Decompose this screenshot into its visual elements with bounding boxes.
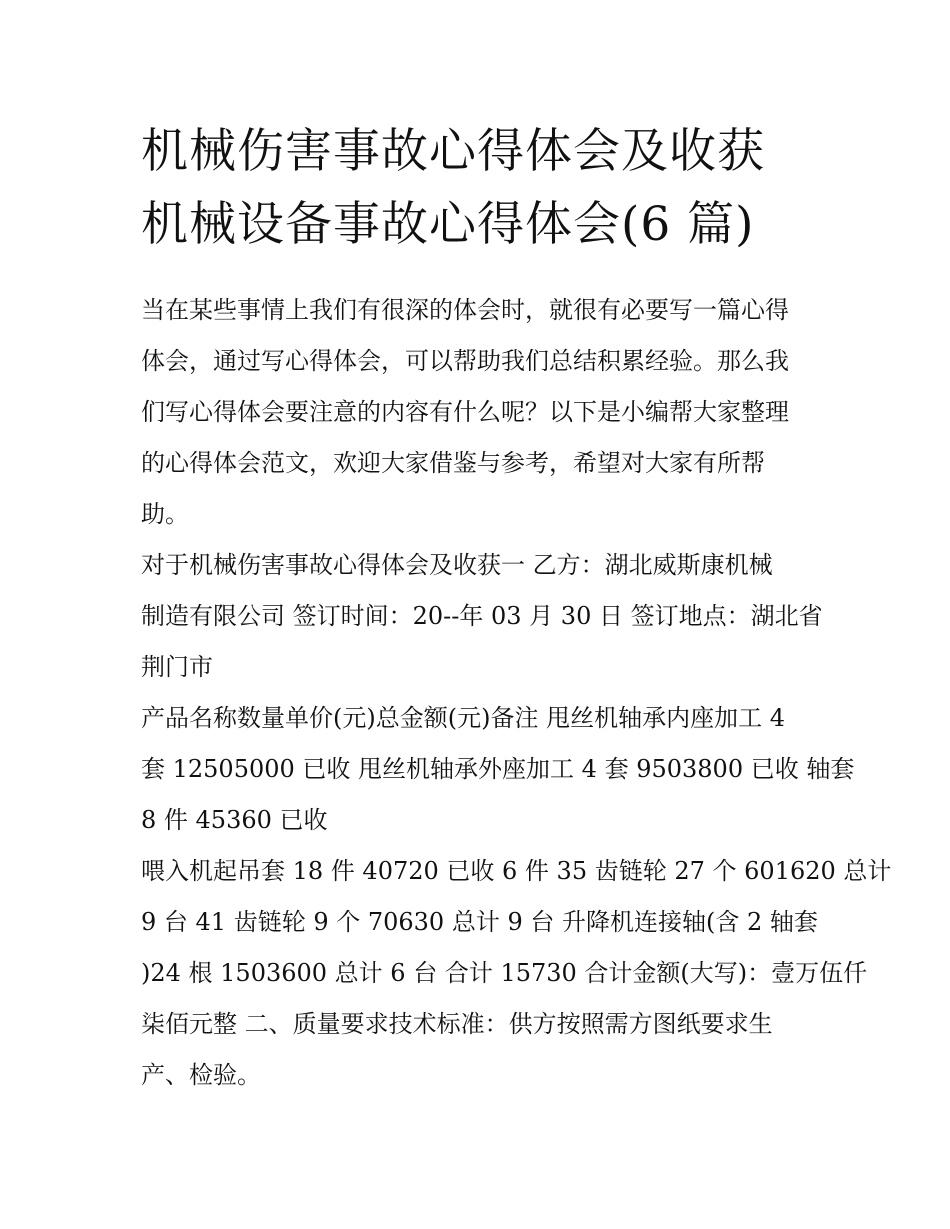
text-line: )24 根 1503600 总计 6 台 合计 15730 合计金额(大写)：壹万伍仟 bbox=[141, 959, 868, 987]
text-line: 喂入机起吊套 18 件 40720 已收 6 件 35 齿链轮 27 个 601620 总计 bbox=[141, 857, 892, 885]
totals-paragraph bbox=[141, 846, 892, 1101]
text-line: 们写心得体会要注意的内容有什么呢？以下是小编帮大家整理 bbox=[141, 398, 789, 426]
text-line: 产品名称数量单价(元)总金额(元)备注 甩丝机轴承内座加工 4 bbox=[141, 704, 785, 732]
title-line: 机械伤害事故心得体会及收获 bbox=[141, 124, 765, 179]
text-line: 柒佰元整 二、质量要求技术标准：供方按照需方图纸要求生 bbox=[141, 1010, 773, 1038]
title-line: 机械设备事故心得体会(6 篇) bbox=[141, 197, 755, 252]
intro-paragraph bbox=[141, 285, 813, 540]
text-line: 对于机械伤害事故心得体会及收获一 乙方：湖北威斯康机械 bbox=[141, 551, 773, 579]
product-list-paragraph bbox=[141, 693, 855, 846]
contract-info-paragraph bbox=[141, 540, 823, 693]
text-line: 套 12505000 已收 甩丝机轴承外座加工 4 套 9503800 已收 轴套 bbox=[141, 755, 855, 783]
text-line: 制造有限公司 签订时间：20--年 03 月 30 日 签订地点：湖北省 bbox=[141, 602, 823, 630]
text-line: 当在某些事情上我们有很深的体会时，就很有必要写一篇心得 bbox=[141, 296, 789, 324]
document-page bbox=[141, 0, 892, 1101]
document-title bbox=[141, 0, 813, 261]
text-line: 荆门市 bbox=[141, 653, 213, 681]
document-body bbox=[141, 285, 892, 1101]
text-line: 的心得体会范文，欢迎大家借鉴与参考，希望对大家有所帮 bbox=[141, 449, 765, 477]
text-line: 助。 bbox=[141, 500, 189, 528]
text-line: 9 台 41 齿链轮 9 个 70630 总计 9 台 升降机连接轴(含 2 轴套 bbox=[141, 908, 818, 936]
text-line: 8 件 45360 已收 bbox=[141, 806, 328, 834]
text-line: 体会，通过写心得体会，可以帮助我们总结积累经验。那么我 bbox=[141, 347, 789, 375]
text-line: 产、检验。 bbox=[141, 1061, 261, 1089]
